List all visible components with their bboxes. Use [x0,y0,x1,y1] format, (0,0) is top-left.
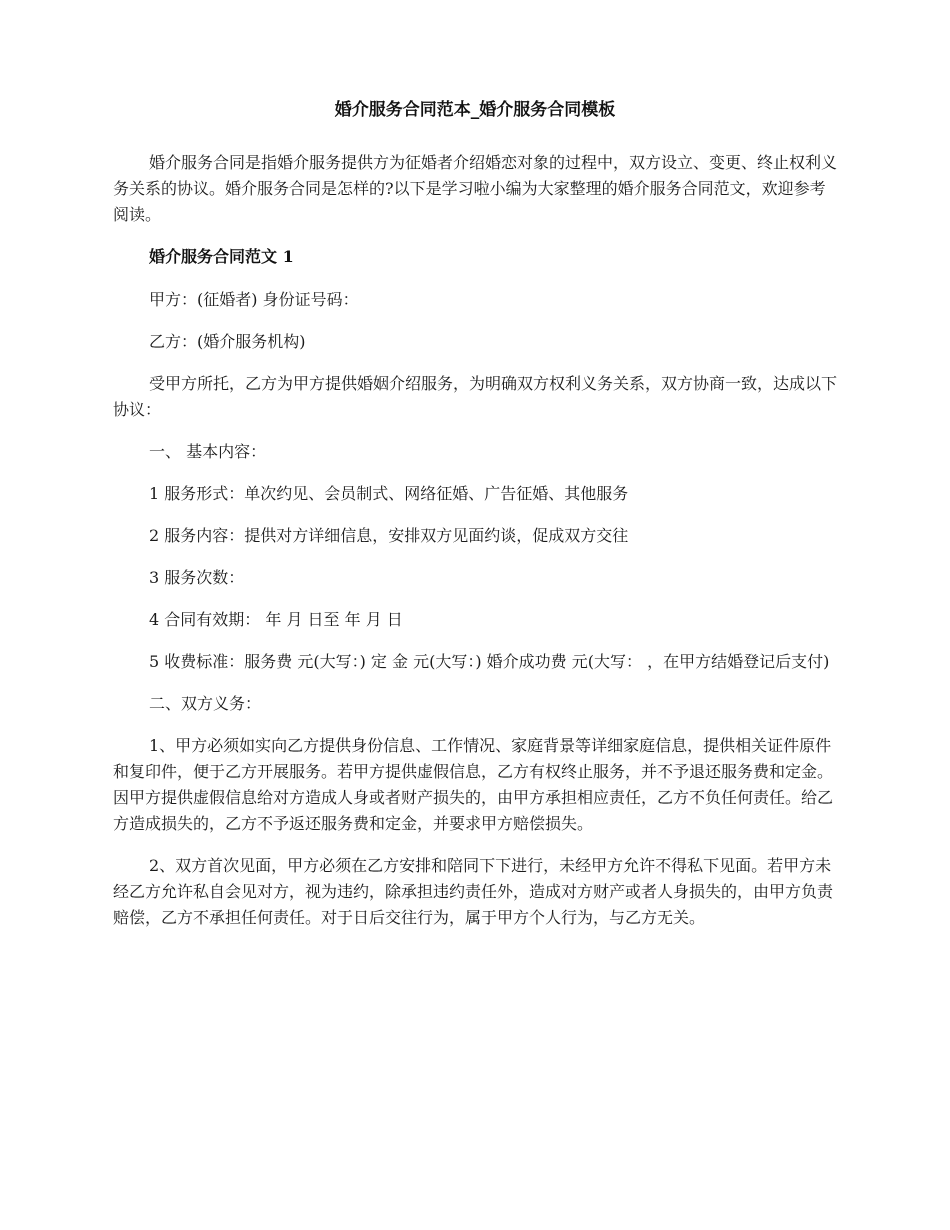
list-item-fees: 5 收费标准：服务费 元(大写：) 定 金 元(大写：) 婚介成功费 元(大写： ，在甲方结婚登记后支付) [149,652,830,671]
part-two-heading: 二、双方义务： [149,694,262,713]
list-item-service-count: 3 服务次数： [149,568,245,587]
intro-paragraph: 婚介服务合同是指婚介服务提供方为征婚者介绍婚恋对象的过程中，双方设立、变更、终止权利义务关系的协议。婚介服务合同是怎样的?以下是学习啦小编为大家整理的婚介服务合同范文，欢迎参考阅读。 [113,153,838,224]
section-heading: 婚介服务合同范文 1 [149,247,294,266]
part-one-heading: 一、 基本内容： [149,442,267,461]
document-title: 婚介服务合同范本_婚介服务合同模板 [334,100,616,120]
preamble-paragraph: 受甲方所托，乙方为甲方提供婚姻介绍服务，为明确双方权利义务关系，双方协商一致，达成以下协议： [113,374,838,419]
duty-paragraph-1: 1、甲方必须如实向乙方提供身份信息、工作情况、家庭背景等详细家庭信息，提供相关证件原件和复印件，便于乙方开展服务。若甲方提供虚假信息，乙方有权终止服务，并不予退还服务费和定金。因甲方提供虚假信息给对方造成人身或者财产损失的，由甲方承担相应责任，乙方不负任何责任。给乙方造成损失的，乙方不予返还服务费和定金，并要求甲方赔偿损失。 [113,736,834,833]
list-item-validity: 4 合同有效期： 年 月 日至 年 月 日 [149,610,403,629]
list-item-service-content: 2 服务内容：提供对方详细信息，安排双方见面约谈，促成双方交往 [149,526,629,545]
party-a-line: 甲方：(征婚者) 身份证号码： [149,290,359,309]
duty-paragraph-2: 2、双方首次见面，甲方必须在乙方安排和陪同下下进行，未经甲方允许不得私下见面。若甲方未经乙方允许私自会见对方，视为违约，除承担违约责任外，造成对方财产或者人身损失的，由甲方负责赔偿，乙方不承担任何责任。对于日后交往行为，属于甲方个人行为，与乙方无关。 [113,856,834,927]
party-b-line: 乙方：(婚介服务机构) [149,332,306,351]
document-body [113,150,841,947]
list-item-service-form: 1 服务形式：单次约见、会员制式、网络征婚、广告征婚、其他服务 [149,484,629,503]
